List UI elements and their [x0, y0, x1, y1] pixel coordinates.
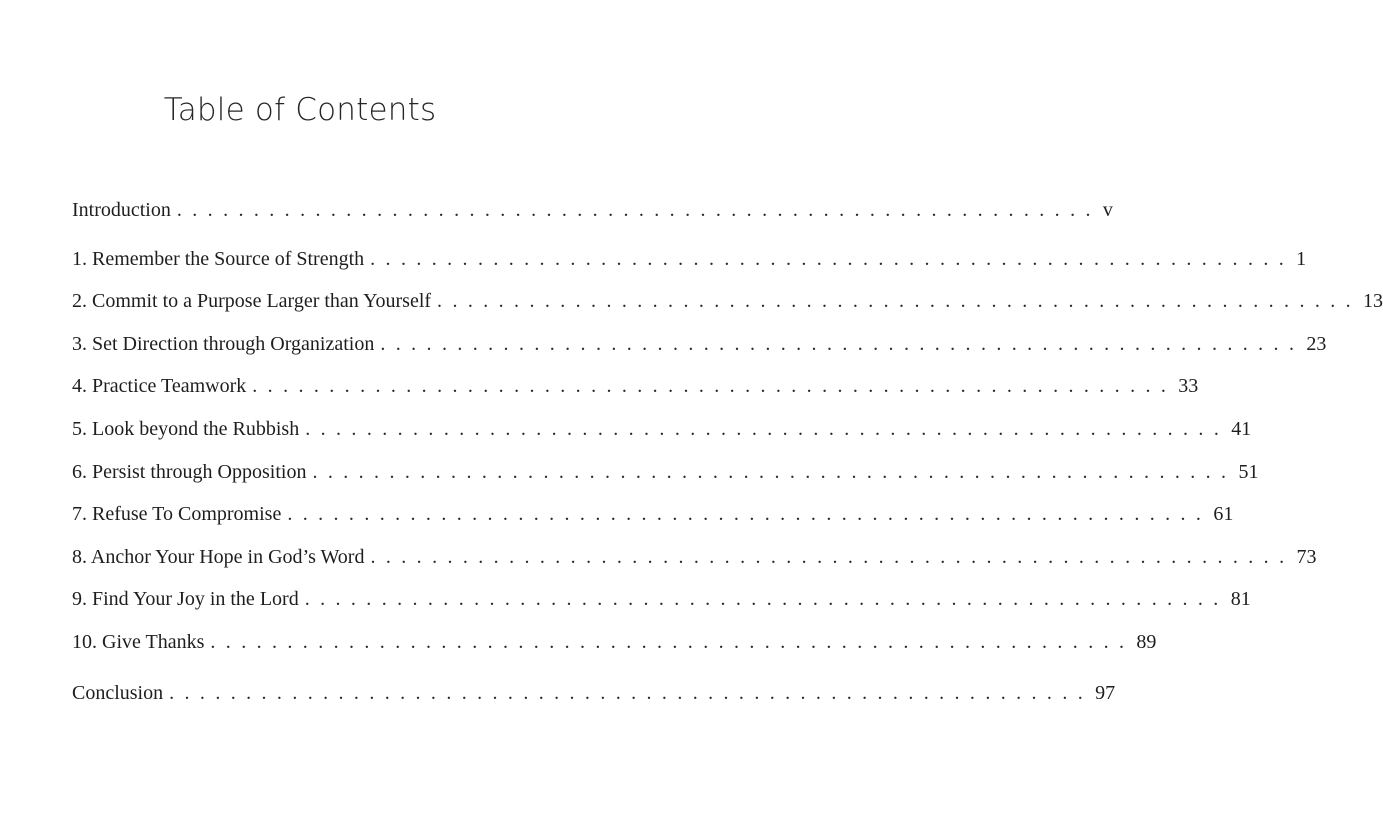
toc-entry-chapter-8	[72, 537, 1317, 580]
toc-entry-page: 61	[1213, 503, 1234, 526]
toc-entry-page: 13	[1363, 290, 1383, 313]
toc-entry-label: 6. Persist through Opposition	[72, 460, 307, 483]
toc-entry-label: 8. Anchor Your Hope in God’s Word	[72, 545, 365, 568]
toc-entry-chapter-5	[72, 409, 1252, 452]
dot-leader: ............................................................	[437, 290, 1362, 313]
dot-leader: ............................................................	[370, 545, 1295, 568]
toc-entry-chapter-3	[72, 324, 1327, 367]
toc-entry-label: Introduction	[72, 199, 171, 221]
toc-entry-page: 41	[1231, 417, 1252, 440]
dot-leader: ............................................................	[305, 417, 1230, 440]
toc-entry-label: 10. Give Thanks	[72, 630, 205, 653]
toc-entry-label: 2. Commit to a Purpose Larger than Yourself	[72, 290, 432, 313]
toc-entry-label: Conclusion	[72, 681, 164, 704]
toc-entry-chapter-2	[72, 281, 1383, 324]
toc-entry-chapter-1	[72, 239, 1307, 282]
toc-entry-page: v	[1102, 199, 1113, 221]
toc-entry-page: 81	[1230, 588, 1251, 611]
toc-entry-page: 1	[1296, 247, 1307, 270]
toc-entry-chapter-7	[72, 494, 1234, 537]
toc-entry-chapter-9	[72, 579, 1251, 622]
toc-entry-chapter-6	[72, 452, 1259, 495]
toc-entry-label: 5. Look beyond the Rubbish	[72, 417, 300, 440]
toc-entry-page: 51	[1238, 460, 1259, 483]
dot-leader: ............................................................	[169, 681, 1094, 704]
toc-entry-conclusion	[72, 673, 1116, 716]
dot-leader: ............................................................	[252, 375, 1177, 398]
dot-leader: ............................................................	[380, 332, 1305, 355]
toc-entry-introduction	[72, 190, 1113, 233]
dot-leader: ............................................................	[304, 588, 1229, 611]
dot-leader: ............................................................	[210, 630, 1135, 653]
dot-leader: ............................................................	[287, 503, 1212, 526]
toc-entry-label: 1. Remember the Source of Strength	[72, 247, 365, 270]
dot-leader: ............................................................	[176, 199, 1101, 221]
toc-entry-chapter-4	[72, 366, 1199, 409]
toc-entry-label: 4. Practice Teamwork	[72, 375, 247, 398]
toc-entry-chapter-10	[72, 622, 1157, 665]
toc-entry-label: 7. Refuse To Compromise	[72, 503, 282, 526]
dot-leader: ............................................................	[370, 247, 1295, 270]
dot-leader: ............................................................	[312, 460, 1237, 483]
toc-entry-page: 97	[1095, 681, 1116, 704]
toc-entry-page: 89	[1136, 630, 1157, 653]
toc-entry-page: 23	[1306, 332, 1327, 355]
table-of-contents	[72, 190, 1383, 715]
toc-entry-page: 73	[1296, 545, 1317, 568]
toc-entry-label: 3. Set Direction through Organization	[72, 332, 375, 355]
page-title: Table of Contents	[163, 92, 437, 128]
toc-entry-page: 33	[1178, 375, 1199, 398]
toc-entry-label: 9. Find Your Joy in the Lord	[72, 588, 299, 611]
